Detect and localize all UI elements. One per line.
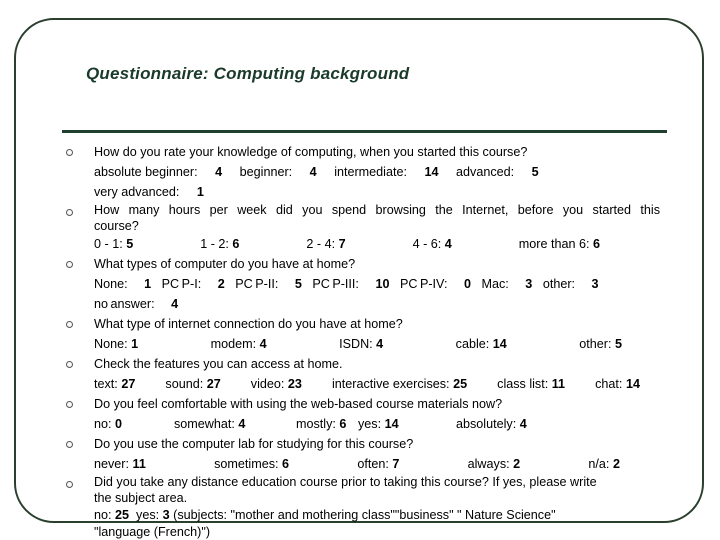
- bullet-icon: [66, 209, 73, 216]
- question-text: Do you use the computer lab for studying for this course?: [94, 437, 414, 451]
- answer: no answer: 4: [94, 297, 179, 311]
- answer: 1 - 2: 6: [200, 237, 240, 251]
- answer: PC P-III: 10: [312, 277, 390, 291]
- answer-line: [94, 454, 660, 474]
- answer-line: [94, 334, 660, 354]
- question-text: How many hours per week did you spend browsing the Internet, before you started this: [94, 203, 660, 217]
- question-text: Do you feel comfortable with using the web-based course materials now?: [94, 397, 503, 411]
- list-item: [94, 142, 660, 202]
- list-item: [94, 254, 660, 314]
- answer: n/a: 2: [588, 457, 620, 471]
- answer: 0 - 1: 5: [94, 237, 134, 251]
- list-item: [94, 474, 660, 540]
- bullet-icon: [66, 149, 73, 156]
- title-divider: [62, 130, 667, 133]
- answer: text: 27: [94, 377, 136, 391]
- list-item: [94, 314, 660, 354]
- answer: video: 23: [250, 377, 302, 391]
- answer-line: [94, 162, 660, 202]
- answer: None: 1: [94, 277, 152, 291]
- answer: more than 6: 6: [518, 237, 600, 251]
- answer: yes: 3: [136, 508, 170, 522]
- answer: 2 - 4: 7: [306, 237, 346, 251]
- answer: somewhat: 4: [174, 417, 246, 431]
- bullet-icon: [66, 321, 73, 328]
- answer: other: 5: [579, 337, 622, 351]
- question-text-cont: course?: [94, 219, 139, 233]
- slide-title: Questionnaire: Computing background: [86, 64, 410, 83]
- answer: ISDN: 4: [339, 337, 384, 351]
- bullet-icon: [66, 361, 73, 368]
- answer: beginner: 4: [239, 165, 317, 179]
- answer-line: [94, 506, 660, 524]
- answer: chat: 14: [595, 377, 640, 391]
- answer: never: 11: [94, 457, 146, 471]
- answer: intermediate: 14: [334, 165, 439, 179]
- answer: 4 - 6: 4: [412, 237, 452, 251]
- list-item: [94, 202, 660, 254]
- answer-line: [94, 374, 660, 394]
- bullet-icon: [66, 261, 73, 268]
- answer: interactive exercises: 25: [331, 377, 468, 391]
- answer: Mac: 3: [481, 277, 533, 291]
- answer: yes: 14: [358, 417, 399, 431]
- subjects-text-cont: "language (French)"): [94, 525, 211, 539]
- answer-line: [94, 274, 660, 314]
- answer: very advanced: 1: [94, 185, 204, 199]
- question-text: How do you rate your knowledge of computing, when you started this course?: [94, 145, 528, 159]
- questionnaire-list: [94, 142, 660, 540]
- answer: no: 25: [94, 508, 130, 522]
- answer: other: 3: [542, 277, 599, 291]
- answer: PC P-IV: 0: [399, 277, 471, 291]
- question-text: What types of computer do you have at home?: [94, 257, 356, 271]
- question-text: What type of internet connection do you have at home?: [94, 317, 403, 331]
- answer: None: 1: [94, 337, 139, 351]
- bullet-icon: [66, 481, 73, 488]
- bullet-icon: [66, 401, 73, 408]
- subjects-text: (subjects: "mother and mothering class""business" " Nature Science": [173, 508, 556, 522]
- question-text: Check the features you can access at home.: [94, 357, 343, 371]
- answer: often: 7: [357, 457, 400, 471]
- answer: absolute beginner: 4: [94, 165, 223, 179]
- list-item: [94, 394, 660, 434]
- answer: modem: 4: [210, 337, 267, 351]
- answer: PC P-II: 5: [235, 277, 302, 291]
- answer: advanced: 5: [456, 165, 539, 179]
- answer: sometimes: 6: [214, 457, 290, 471]
- answer: mostly: 6: [296, 417, 347, 431]
- answer-line: [94, 414, 660, 434]
- answer: no: 0: [94, 417, 123, 431]
- bullet-icon: [66, 441, 73, 448]
- list-item: [94, 434, 660, 474]
- question-text-cont: the subject area.: [94, 491, 188, 505]
- answer-line: [94, 234, 660, 254]
- answer: cable: 14: [455, 337, 507, 351]
- answer: always: 2: [467, 457, 521, 471]
- list-item: [94, 354, 660, 394]
- question-text: Did you take any distance education course prior to taking this course? If yes, please write: [94, 475, 597, 489]
- answer: class list: 11: [497, 377, 566, 391]
- answer: absolutely: 4: [456, 417, 527, 431]
- answer: sound: 27: [165, 377, 221, 391]
- answer: PC P-I: 2: [161, 277, 225, 291]
